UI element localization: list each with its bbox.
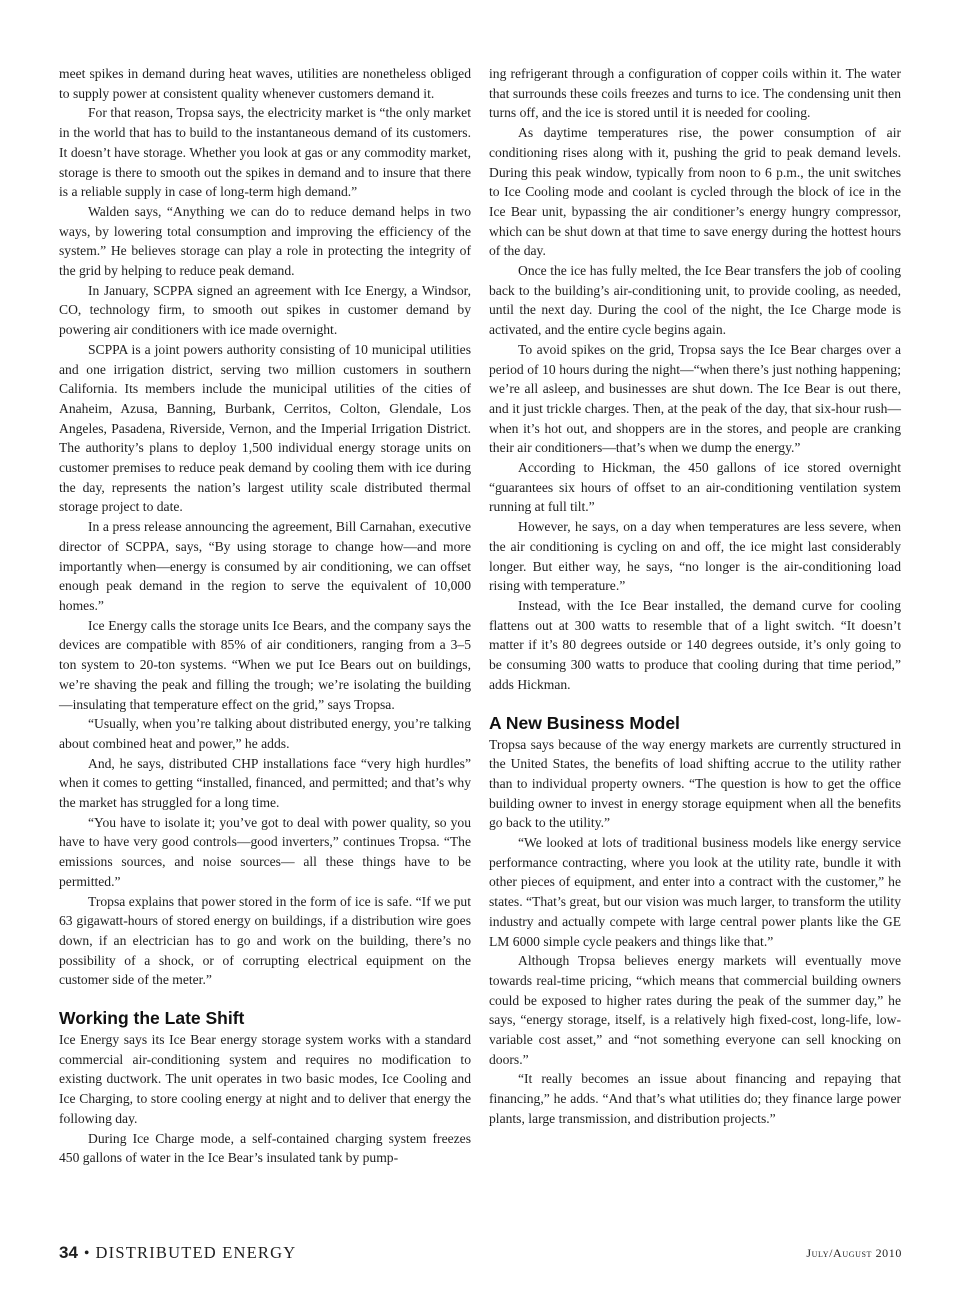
paragraph: “It really becomes an issue about financing and repaying that financing,” he adds. “And that’s what utilities do; they finance large power plants, large transmission, and distribution projects.” (489, 1071, 901, 1126)
section-heading-business-model: A New Business Model (489, 712, 680, 733)
magazine-name: DISTRIBUTED ENERGY (95, 1243, 297, 1262)
paragraph: “Usually, when you’re talking about distributed energy, you’re talking about combined heat and power,” he adds. (59, 716, 471, 751)
paragraph: “You have to isolate it; you’ve got to deal with power quality, so you have to have very good controls—good inverters,” continues Tropsa. “The emissions sources, and noise sources— all these things have to be permitted.” (59, 814, 471, 889)
paragraph: Although Tropsa believes energy markets will eventually move towards real-time pricing, “which means that commercial building owners could be exposed to higher rates during the peak of the summer day,” he says, “energy storage, itself, is a relatively high fixed-cost, long-life, low-variable cost asset,” and “not something everyone can sell knocking on doors.” (489, 953, 901, 1067)
paragraph: For that reason, Tropsa says, the electricity market is “the only market in the world that has to build to the instantaneous demand of its customers. It doesn’t have storage. Whether you look at gas or any commodity market, storage is there to smooth out the spikes in demand and to insure that there is a reliable supply in case of long-term high demand.” (59, 105, 471, 200)
paragraph: Instead, with the Ice Bear installed, the demand curve for cooling flattens out at 300 watts to resemble that of a light switch. “It doesn’t matter if it’s 80 degrees outside or 140 degrees outside, it’s only going to be consuming 300 watts to produce that cooling during that time period,” adds Hickman. (489, 597, 901, 692)
left-column (59, 64, 471, 1168)
paragraph: ing refrigerant through a configuration of copper coils within it. The water that surrounds these coils freezes and turns to ice. The condensing unit then turns off, and the ice is stored until it is needed for cooling. (489, 66, 901, 121)
paragraph: In a press release announcing the agreement, Bill Carnahan, executive director of SCPPA, says, “By using storage to change how—and more importantly when—energy is consumed by air conditioning, we can offset enough peak demand in the region to serve the equivalent of 10,000 homes.” (59, 519, 471, 613)
section-heading-late-shift: Working the Late Shift (59, 1008, 245, 1029)
paragraph: According to Hickman, the 450 gallons of ice stored overnight “guarantees six hours of offset to an air-conditioning ventilation system running at full tilt.” (489, 460, 901, 515)
paragraph: Tropsa says because of the way energy markets are currently structured in the United States, the benefits of load shifting accrue to the utility rather than to individual property owners. “The question is how to get the office building owner to invest in energy storage equipment when all the benefits go back to the utility.” (489, 736, 901, 831)
paragraph: “We looked at lots of traditional business models like energy service performance contracting, where you look at the utility rate, bundle it with other pieces of equipment, and enter into a contract with the customer,” he states. “That’s great, but our vision was much larger, to transform the utility industry and actually compete with large central power plants like the GE LM 6000 simple cycle peakers and things like that.” (489, 835, 901, 949)
folio (59, 1243, 296, 1263)
paragraph: In January, SCPPA signed an agreement with Ice Energy, a Windsor, CO, technology firm, to smooth out spikes in customer demand by powering air conditioners with ice made overnight. (59, 282, 471, 338)
paragraph: Tropsa explains that power stored in the form of ice is safe. “If we put 63 gigawatt-hours of stored energy on buildings, if a distribution wire goes down, if an electrician has to go and work on the building, there’s no possibility of a shock, or of corrupting electrical equipment on the customer side of the meter.” (59, 893, 471, 988)
paragraph: However, he says, on a day when temperatures are less severe, when the air conditioning is cycling on and off, the ice might last considerably longer. But either way, he says, “no longer is the air-conditioning load rising with temperature.” (489, 519, 901, 594)
right-paragraphs-a (489, 64, 901, 695)
paragraph: SCPPA is a joint powers authority consisting of 10 municipal utilities and one irrigation district, serving two million customers in southern California. Its members include the municipal utilities of the cities of Anaheim, Azusa, Banning, Burbank, Cerritos, Colton, Glendale, Los Angeles, Pasadena, Riverside, Vernon, and the Imperial Irrigation District. The authority’s plans to deploy 1,500 individual energy storage units on customer premises to reduce peak demand by cooling them with ice during the day, represents the nation’s largest utility scale distributed thermal storage project to date. (59, 341, 471, 515)
page-footer (59, 1243, 902, 1265)
right-paragraphs-b (489, 735, 901, 1129)
paragraph: Ice Energy calls the storage units Ice Bears, and the company says the devices are compatible with 85% of air conditioners, ranging from a 3–5 ton system to 20-ton systems. “When we put Ice Bears out on buildings, we’re shaving the peak and filling the trough; we’re isolating the building—insulating that temperature effect on the grid,” says Tropsa. (59, 617, 471, 712)
paragraph: meet spikes in demand during heat waves, utilities are nonetheless obliged to supply power at consistent quality whenever customers demand it. (59, 66, 471, 101)
paragraph: Ice Energy says its Ice Bear energy storage system works with a standard commercial air-conditioning system and requires no modification to existing ductwork. The unit operates in two basic modes, Ice Cooling and Ice Charging, to store cooling energy at night and to deliver that energy the following day. (59, 1032, 471, 1126)
bullet-separator: • (83, 1245, 90, 1262)
paragraph: Once the ice has fully melted, the Ice Bear transfers the job of cooling back to the building’s air-conditioning unit, to provide cooling, as needed, until the next day. During the cool of the night, the Ice Charge mode is activated, and the entire cycle begins again. (489, 263, 901, 338)
left-paragraphs-b (59, 1030, 471, 1168)
paragraph: During Ice Charge mode, a self-contained charging system freezes 450 gallons of water in the Ice Bear’s insulated tank by pump- (59, 1130, 471, 1166)
right-column (489, 64, 901, 1129)
paragraph: As daytime temperatures rise, the power consumption of air conditioning rises along with it, pushing the grid to peak demand levels. During this peak window, typically from noon to 6 p.m., the unit switches to Ice Cooling mode and coolant is cycled through the block of ice in the Ice Bear unit, bypassing the air conditioner’s energy hungry compressor, which can be shut down at that time to save energy during the hottest hours of the day. (489, 125, 901, 259)
page-number: 34 (59, 1243, 78, 1262)
paragraph: Walden says, “Anything we can do to reduce demand helps in two ways, by lowering total consumption and improving the efficiency of the system.” He believes storage can play a role in protecting the integrity of the grid by helping to reduce peak demand. (59, 203, 471, 279)
paragraph: To avoid spikes on the grid, Tropsa says the Ice Bear charges over a period of 10 hours during the night—“when there’s just nothing happening; we’re all asleep, and businesses are shut down. The Ice Bear is out there, and it just trickle charges. Then, at the peak of the day, that six-hour rush—when it’s hot out, and shoppers are in the stores, and people are cranking their air conditioners—that’s when we dump the energy.” (489, 341, 901, 456)
issue-date: July/August 2010 (806, 1246, 902, 1260)
left-paragraphs-a (59, 64, 471, 990)
paragraph: And, he says, distributed CHP installations face “very high hurdles” when it comes to getting “installed, financed, and permitted; and that’s why the market has struggled for a long time. (59, 755, 471, 811)
